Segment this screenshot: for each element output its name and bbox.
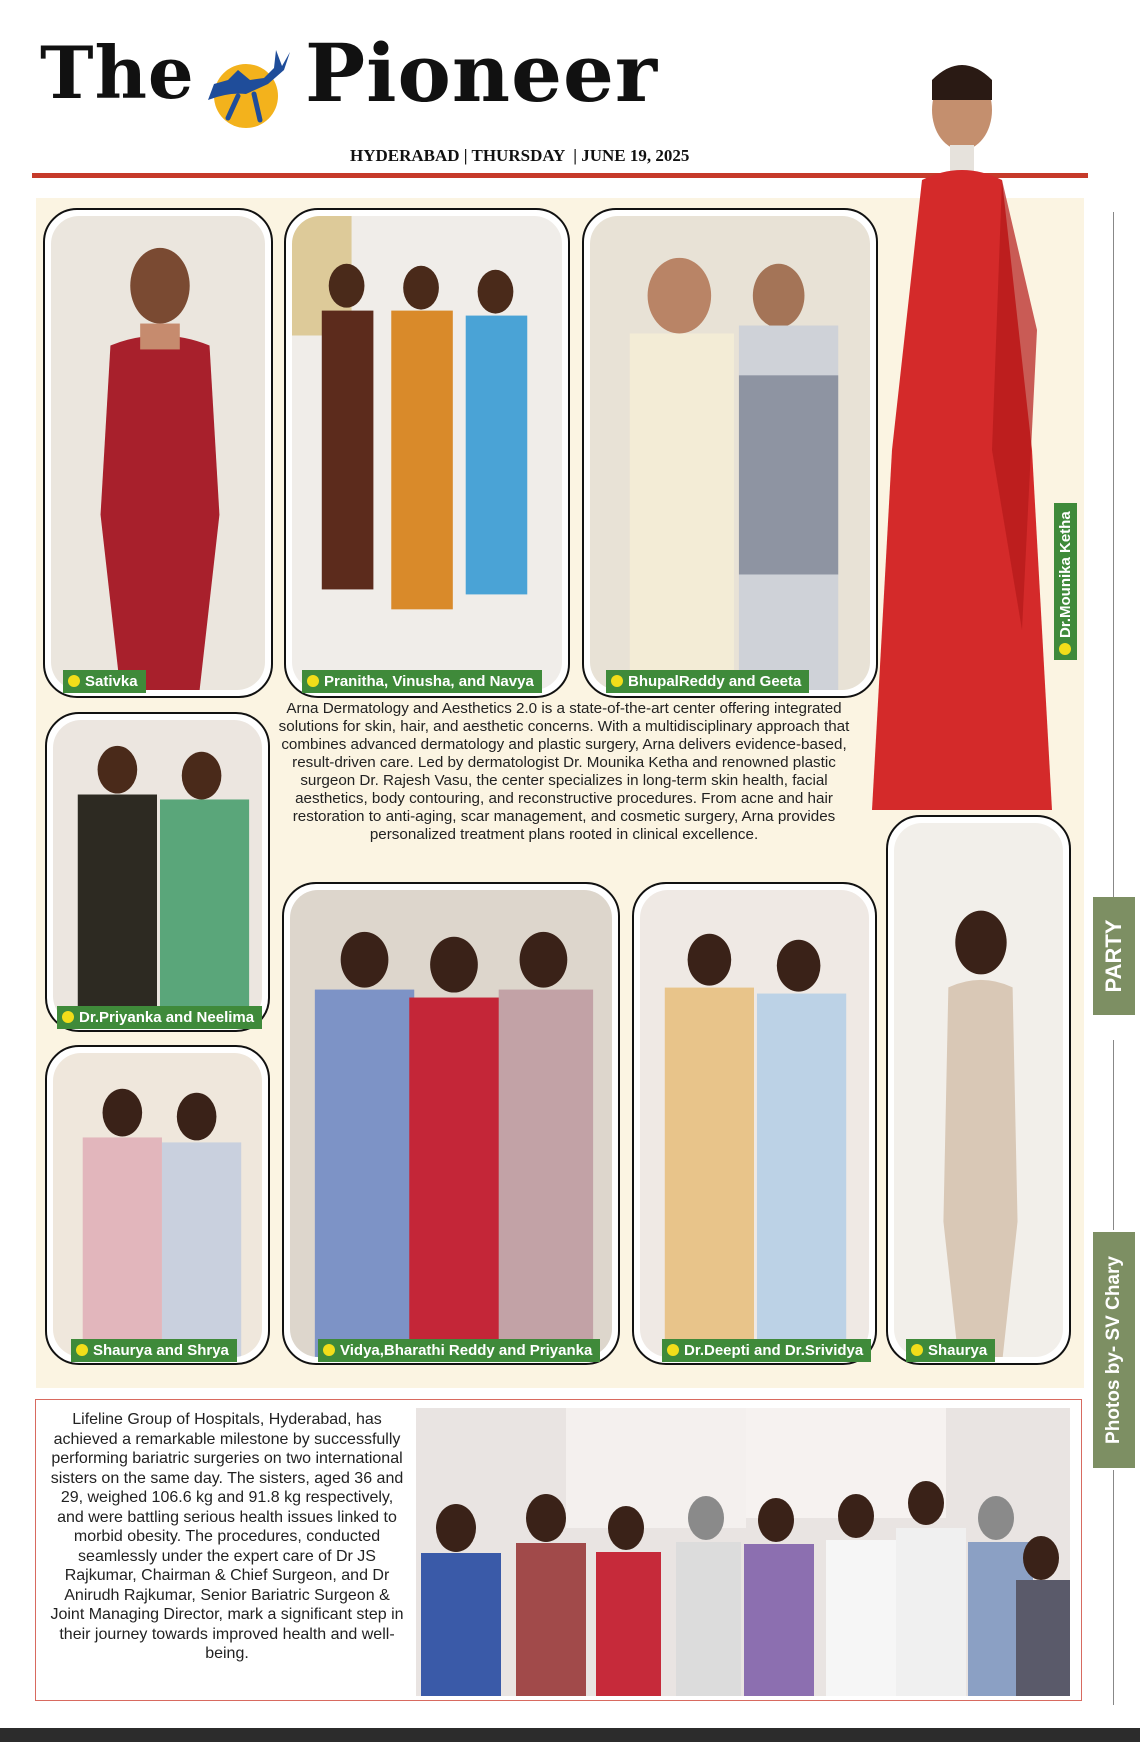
photo-credit-tag: Photos by- SV Chary [1093, 1232, 1135, 1468]
caption-pranitha-group: Pranitha, Vinusha, and Navya [302, 670, 542, 693]
photo-pranitha-group [284, 208, 570, 698]
photo-sativka [43, 208, 273, 698]
photo-shaurya-shrya-image [53, 1053, 262, 1357]
caption-vidya-group: Vidya,Bharathi Reddy and Priyanka [318, 1339, 600, 1362]
caption-bhupal-geeta: BhupalReddy and Geeta [606, 670, 809, 693]
photo-deepti-srividya-image [640, 890, 869, 1357]
caption-shaurya-shrya: Shaurya and Shrya [71, 1339, 237, 1362]
photo-lifeline-team [416, 1408, 1070, 1696]
caption-sativka: Sativka [63, 670, 146, 693]
photo-deepti-srividya [632, 882, 877, 1365]
photo-mounika-ketha [862, 30, 1062, 810]
photo-shaurya-shrya [45, 1045, 270, 1365]
photo-priyanka-neelima-image [53, 720, 262, 1024]
photo-mounika-ketha-image [862, 30, 1062, 810]
photo-lifeline-team-image [416, 1408, 1070, 1696]
photo-bhupal-geeta [582, 208, 878, 698]
photo-bhupal-geeta-image [590, 216, 870, 690]
section-tag-party: PARTY [1093, 897, 1135, 1015]
caption-mounika-ketha: Dr.Mounika Ketha [1054, 503, 1077, 660]
caption-shaurya: Shaurya [906, 1339, 995, 1362]
photo-vidya-group [282, 882, 620, 1365]
lifeline-story: Lifeline Group of Hospitals, Hyderabad, has achieved a remarkable milestone by successfully performing bariatric surgeries on two international sisters on the same day. The sisters, aged 36 and 29, weighed 106.6 kg and 91.8 kg respectively, and were battling serious health issues linked to morbid obesity. The procedures, conducted seamlessly under the expert care of Dr JS Rajkumar, Chairman & Chief Surgeon, and Dr Anirudh Rajkumar, Senior Bariatric Surgeon & Joint Managing Director, mark a significant step in their journey towards improved health and well-being. [50, 1411, 404, 1662]
caption-deepti-srividya: Dr.Deepti and Dr.Srividya [662, 1339, 871, 1362]
masthead-pioneer: Pioneer [305, 26, 659, 120]
photo-sativka-image [51, 216, 265, 690]
caption-priyanka-neelima: Dr.Priyanka and Neelima [57, 1006, 262, 1029]
deer-logo-icon [198, 40, 303, 135]
photo-priyanka-neelima [45, 712, 270, 1032]
photo-shaurya-image [894, 823, 1063, 1357]
photo-pranitha-group-image [292, 216, 562, 690]
right-margin-rule-bottom [1113, 1470, 1114, 1705]
footer-bar [0, 1728, 1140, 1742]
photo-shaurya [886, 815, 1071, 1365]
arna-story: Arna Dermatology and Aesthetics 2.0 is a state-of-the-art center offering integrated solutions for skin, hair, and aesthetic concerns. With a multidisciplinary approach that combines advanced dermatology and plastic surgery, Arna delivers evidence-based, result-driven care. Led by dermatologist Dr. Mounika Ketha and renowned plastic surgeon Dr. Rajesh Vasu, the center specializes in long-term skin health, facial aesthetics, body contouring, and reconstructive procedures. From acne and hair restoration to anti-aging, scar management, and cosmetic surgery, Arna provides personalized treatment plans rooted in clinical excellence. [278, 700, 850, 843]
masthead-the: The [40, 30, 195, 115]
right-margin-rule-mid [1113, 1040, 1114, 1230]
dateline: HYDERABAD | THURSDAY | JUNE 19, 2025 [350, 146, 690, 165]
photo-vidya-group-image [290, 890, 612, 1357]
right-margin-rule-top [1113, 212, 1114, 902]
